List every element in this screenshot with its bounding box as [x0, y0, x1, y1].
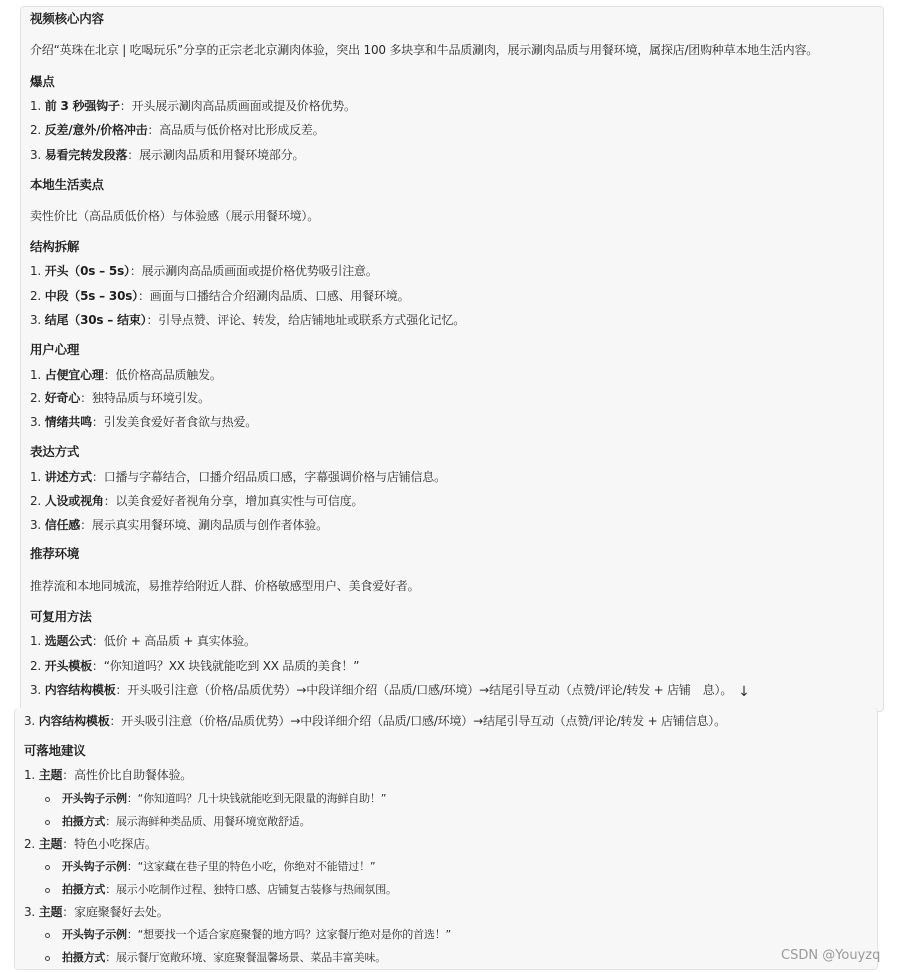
list-item-cut-tail: 息）。: [702, 683, 733, 697]
list-item: 1. 选题公式：低价 + 高品质 + 真实体验。: [30, 634, 256, 648]
section-heading-user-psychology: 用户心理: [30, 342, 80, 357]
section-heading-actionable-suggestions: 可落地建议: [24, 743, 86, 758]
bullet-icon: [45, 865, 50, 870]
list-item: 1. 前 3 秒强钩子：开头展示涮肉高品质画面或提及价格优势。: [30, 99, 356, 113]
list-item: 3. 结尾（30s – 结束）：引导点赞、评论、转发，给店铺地址或联系方式强化记忆。: [30, 313, 466, 327]
paragraph-selling-points: 卖性价比（高品质低价格）与体验感（展示用餐环境）。: [30, 209, 320, 223]
list-item: 开头钩子示例：“想要找一个适合家庭聚餐的地方吗？这家餐厅绝对是你的首选！”: [62, 928, 452, 941]
list-item: 2. 中段（5s – 30s）：画面与口播结合介绍涮肉品质、口感、用餐环境。: [30, 289, 410, 303]
list-item: 3. 情绪共鸣：引发美食爱好者食欲与热爱。: [30, 415, 258, 429]
paragraph-core-content: 介绍“英珠在北京 | 吃喝玩乐”分享的正宗老北京涮肉体验，突出 100 多块享和牛品质涮肉，展示涮肉品质与用餐环境，属探店/团购种草本地生活内容。: [30, 43, 819, 57]
section-heading-core-content: 视频核心内容: [30, 11, 104, 26]
list-item: 开头钩子示例：“这家藏在巷子里的特色小吃，你绝对不能错过！”: [62, 860, 376, 873]
list-item: 拍摄方式：展示海鲜种类品质、用餐环境宽敞舒适。: [62, 815, 311, 828]
bullet-icon: [45, 933, 50, 938]
watermark: CSDN @Youyzq: [781, 948, 881, 963]
bullet-icon: [45, 888, 50, 893]
section-heading-reusable-methods: 可复用方法: [30, 609, 92, 624]
list-item: 2. 反差/意外/价格冲击：高品质与低价格对比形成反差。: [30, 123, 325, 137]
list-item: 开头钩子示例：“你知道吗？几十块钱就能吃到无限量的海鲜自助！”: [62, 792, 387, 805]
paragraph-recommendation: 推荐流和本地同城流，易推荐给附近人群、价格敏感型用户、美食爱好者。: [30, 579, 420, 593]
list-item: 3. 内容结构模板：开头吸引注意（价格/品质优势）→中段详细介绍（品质/口感/环境）→结尾引导互动（点赞/评论/转发 + 店铺信息）。: [24, 714, 726, 728]
list-item: 2. 好奇心：独特品质与环境引发。: [30, 391, 210, 405]
bullet-icon: [45, 956, 50, 961]
list-item: 拍摄方式：展示餐厅宽敞环境、家庭聚餐温馨场景、菜品丰富美味。: [62, 951, 387, 964]
section-heading-selling-points: 本地生活卖点: [30, 177, 104, 192]
list-item: 1. 讲述方式：口播与字幕结合，口播介绍品质口感，字幕强调价格与店铺信息。: [30, 470, 446, 484]
section-heading-highlights: 爆点: [30, 74, 55, 89]
list-item: 1. 占便宜心理：低价格高品质触发。: [30, 368, 222, 382]
section-heading-recommendation: 推荐环境: [30, 546, 80, 561]
section-heading-expression: 表达方式: [30, 444, 80, 459]
list-item: 2. 人设或视角：以美食爱好者视角分享，增加真实性与可信度。: [30, 494, 364, 508]
list-item: 3. 易看完转发段落：展示涮肉品质和用餐环境部分。: [30, 148, 305, 162]
list-item: 2. 开头模板：“你知道吗？XX 块钱就能吃到 XX 品质的美食！”: [30, 659, 360, 673]
list-item: 3. 内容结构模板：开头吸引注意（价格/品质优势）→中段详细介绍（品质/口感/环境）→结尾引导互动（点赞/评论/转发 + 店铺 息）。: [30, 683, 733, 697]
section-heading-structure: 结构拆解: [30, 239, 80, 254]
list-item: 3. 信任感：展示真实用餐环境、涮肉品质与创作者体验。: [30, 518, 328, 532]
list-item: 拍摄方式：展示小吃制作过程、独特口感、店铺复古装修与热闹氛围。: [62, 883, 397, 896]
list-item: 3. 主题：家庭聚餐好去处。: [24, 905, 169, 919]
list-item: 1. 开头（0s – 5s）：展示涮肉高品质画面或提价格优势吸引注意。: [30, 264, 378, 278]
scroll-down-arrow-icon[interactable]: ↓: [738, 684, 750, 700]
list-item: 2. 主题：特色小吃探店。: [24, 837, 157, 851]
bullet-icon: [45, 820, 50, 825]
list-item: 1. 主题：高性价比自助餐体验。: [24, 768, 193, 782]
bullet-icon: [45, 797, 50, 802]
